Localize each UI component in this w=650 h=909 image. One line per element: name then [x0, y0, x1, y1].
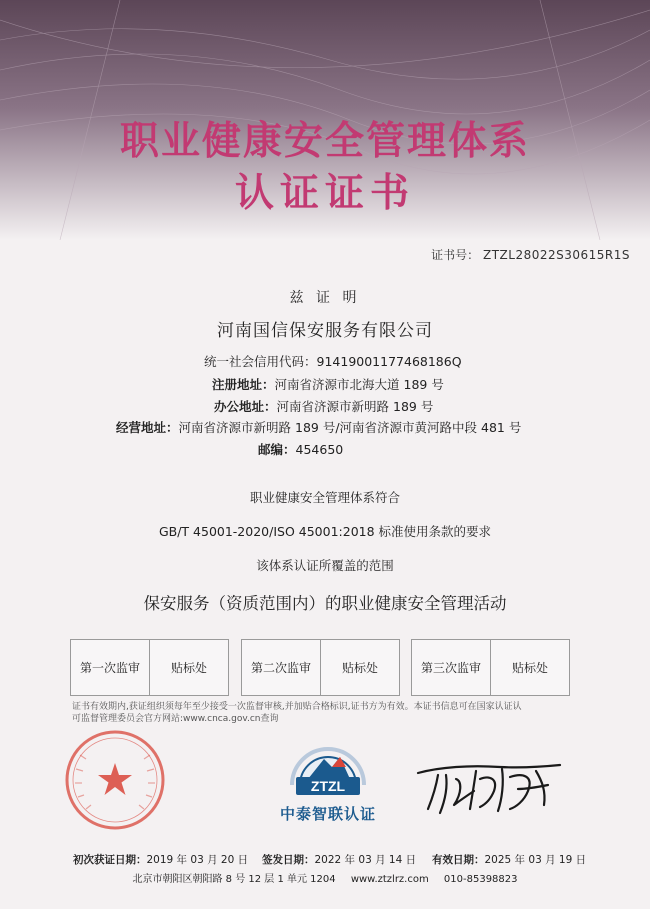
seal-star-icon [98, 763, 132, 795]
certificate-number-value: ZTZL28022S30615R1S [482, 248, 630, 262]
office-address-label: 办公地址： [214, 399, 277, 414]
logo-mark: ZTZL [310, 778, 346, 794]
company-seal [60, 725, 170, 835]
expiry-date [432, 852, 586, 867]
registered-address-row [212, 375, 444, 393]
certificate-number [431, 246, 630, 263]
audit-box-1-sticker: 贴标处 [170, 661, 207, 675]
registered-address-value: 河南省济源市北海大道 189 号 [274, 377, 444, 392]
footer-phone: 010-85398823 [443, 874, 518, 885]
registered-address-label: 注册地址： [212, 377, 275, 392]
signature [410, 745, 570, 820]
business-address-label: 经营地址： [116, 420, 179, 435]
certificate-number-label: 证书号： [431, 248, 480, 262]
issue-date-label: 签发日期： [262, 854, 315, 866]
footer-website: www.ztzlrz.com [350, 874, 429, 885]
validity-note-line1: 证书有效期内,获证组织须每年至少接受一次监督审核,并加贴合格标识,证书方为有效。本证书信息可在国家认证认 [72, 702, 522, 712]
footer-address: 北京市朝阳区朝阳路 8 号 12 层 1 单元 1204 [132, 874, 336, 885]
certification-scope: 保安服务（资质范围内）的职业健康安全管理活动 [143, 594, 507, 613]
first-certified-value: 2019 年 03 月 20 日 [146, 854, 249, 866]
audit-box-2 [241, 639, 400, 696]
audit-box-3-label: 第三次监审 [412, 640, 491, 695]
validity-note-line2: 可监督管理委员会官方网站:www.cnca.gov.cn查询 [72, 714, 279, 724]
footer-contact [0, 870, 650, 885]
ztzl-logo-icon [278, 733, 378, 803]
audit-box-2-label: 第二次监审 [242, 640, 321, 695]
expiry-date-value: 2025 年 03 月 19 日 [484, 854, 587, 866]
company-name: 河南国信保安服务有限公司 [217, 321, 433, 341]
audit-box-3 [411, 639, 570, 696]
first-certified-label: 初次获证日期： [73, 854, 147, 866]
audit-box-2-sticker: 贴标处 [341, 661, 378, 675]
conformity-statement: 职业健康安全管理体系符合 [249, 490, 400, 505]
credit-code-row [204, 352, 462, 370]
certificate-title-line1: 职业健康安全管理体系 [119, 118, 530, 164]
first-certified-date [73, 852, 248, 867]
certificate-title-line2: 认证证书 [234, 170, 415, 216]
issue-date [262, 852, 416, 867]
logo-name: 中泰智联认证 [279, 805, 376, 823]
credit-code-value: 91419001177468186Q [316, 354, 462, 369]
postcode-label: 邮编： [258, 442, 296, 457]
expiry-date-label: 有效日期： [432, 854, 485, 866]
hereby-certify: 兹 证 明 [289, 290, 361, 306]
audit-box-1-label: 第一次监审 [71, 640, 150, 695]
issue-date-value: 2022 年 03 月 14 日 [314, 854, 417, 866]
credit-code-label: 统一社会信用代码： [204, 354, 317, 369]
audit-box-3-sticker: 贴标处 [511, 661, 548, 675]
office-address-row [214, 397, 433, 415]
audit-box-1 [70, 639, 229, 696]
postcode-row [258, 440, 343, 458]
postcode-value: 454650 [295, 442, 344, 457]
standard-requirement: GB/T 45001-2020/ISO 45001:2018 标准使用条款的要求 [158, 524, 492, 539]
scope-heading: 该体系认证所覆盖的范围 [256, 558, 394, 573]
office-address-value: 河南省济源市新明路 189 号 [276, 399, 434, 414]
business-address-value: 河南省济源市新明路 189 号/河南省济源市黄河路中段 481 号 [178, 420, 522, 435]
business-address-row [116, 418, 521, 436]
